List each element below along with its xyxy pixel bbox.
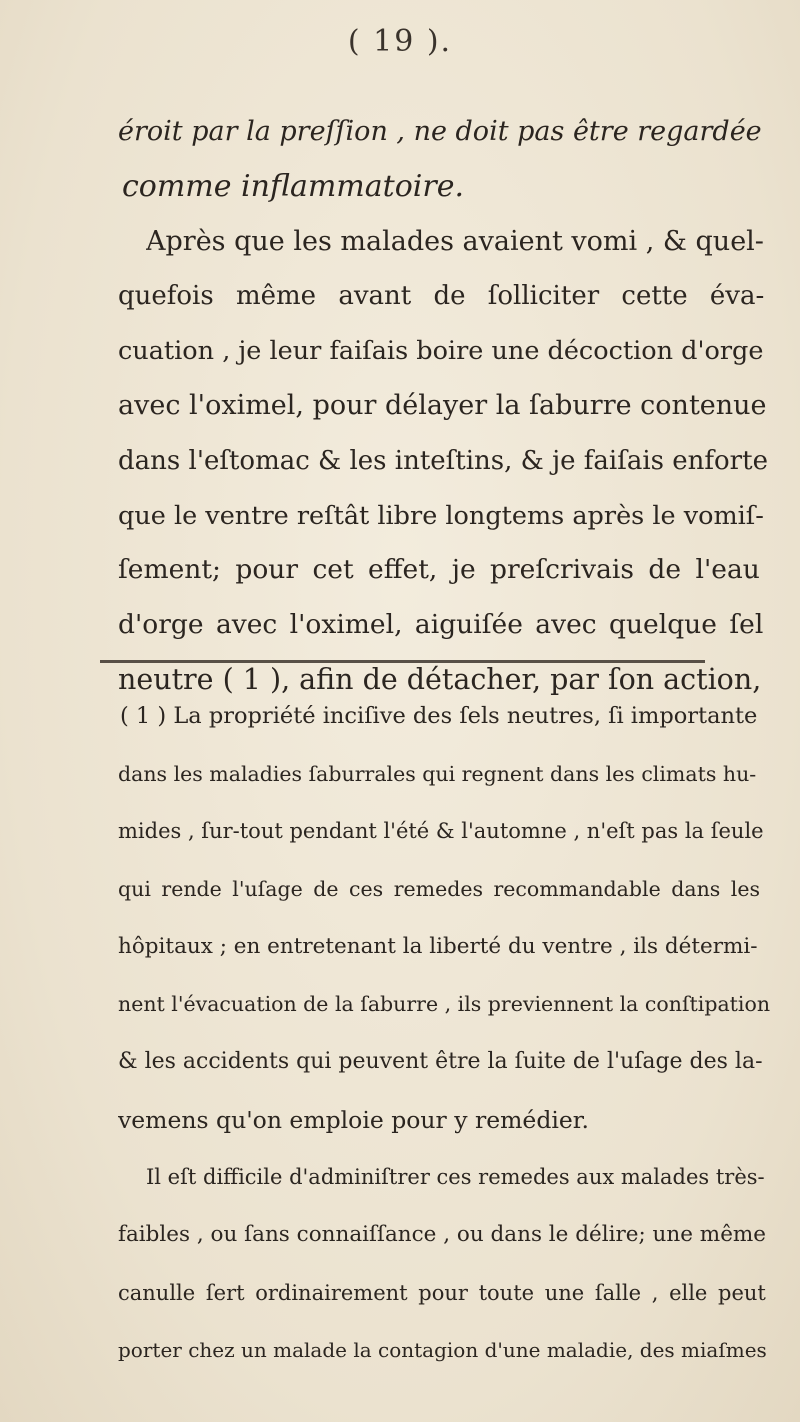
text-line: d'orge avec l'oximel, aiguiſée avec quelque ſel — [118, 609, 764, 641]
footnote-line: nent l'évacuation de la ſaburre , ils previennent la conſtipation — [118, 992, 770, 1017]
text-line: Après que les malades avaient vomi , & quel- — [146, 225, 764, 257]
text-line: quefois même avant de ſolliciter cette éva- — [118, 281, 765, 312]
footnote-line: faibles , ou ſans connaiſſance , ou dans le délire; une même — [118, 1222, 767, 1247]
text-line: éroit par la preſſion , ne doit pas être regardée — [118, 116, 762, 147]
footnote-line: mides , ſur-tout pendant l'été & l'automne , n'eſt pas la ſeule — [118, 819, 764, 844]
footnote-line: canulle ſert ordinairement pour toute une ſalle , elle peut — [118, 1280, 766, 1305]
footnote-separator — [100, 660, 705, 663]
text-line: dans l'eſtomac & les inteſtins, & je faiſais enforte — [118, 445, 768, 476]
text-line: avec l'oximel, pour délayer la ſaburre contenue — [118, 390, 767, 421]
footnote-line: hôpitaux ; en entretenant la liberté du ventre , ils détermi- — [118, 933, 758, 959]
text-line: ſement; pour cet effet, je preſcrivais de l'eau — [118, 554, 760, 586]
text-line: comme inflammatoire. — [122, 168, 464, 204]
page-number: ( 19 ). — [347, 24, 453, 59]
footnote-line: & les accidents qui peuvent être la ſuite de l'uſage des la- — [118, 1049, 763, 1074]
footnote-line: ( 1 ) La propriété inciſive des ſels neutres, ſi importante — [120, 703, 758, 729]
text-line: que le ventre reſtât libre longtems après le vomiſ- — [118, 500, 764, 531]
footnote-line: qui rende l'uſage de ces remedes recommandable dans les — [118, 877, 761, 901]
footnote-line: porter chez un malade la contagion d'une maladie, des miaſmes — [118, 1338, 767, 1363]
text-line: cuation , je leur faiſais boire une décoction d'orge — [118, 336, 764, 367]
footnote-line: dans les maladies ſaburrales qui regnent dans les climats hu- — [118, 761, 757, 786]
footnote-line: Il eſt difficile d'adminiſtrer ces remedes aux malades très- — [146, 1165, 765, 1190]
footnote-line: vemens qu'on emploie pour y remédier. — [118, 1105, 589, 1134]
text-line: neutre ( 1 ), afin de détacher, par ſon action, — [118, 663, 762, 696]
